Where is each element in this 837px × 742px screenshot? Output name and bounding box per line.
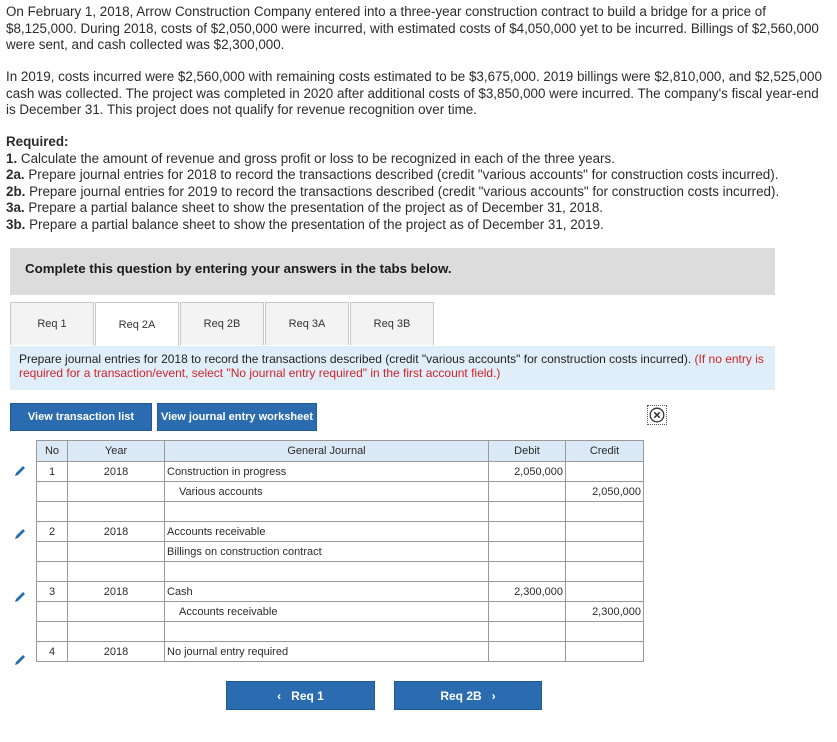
prev-req-1-button[interactable] bbox=[226, 681, 375, 710]
credit-cell[interactable] bbox=[566, 542, 644, 562]
row-no bbox=[37, 482, 68, 502]
table-row bbox=[37, 562, 644, 582]
table-row bbox=[37, 542, 644, 562]
header-year: Year bbox=[68, 441, 165, 462]
edit-entry-4-icon[interactable] bbox=[13, 653, 27, 667]
tab-instruction bbox=[10, 346, 775, 390]
row-year bbox=[68, 542, 165, 562]
table-row bbox=[37, 622, 644, 642]
journal-table bbox=[36, 440, 644, 662]
next-req-2b-button[interactable] bbox=[394, 681, 542, 710]
account-cell[interactable] bbox=[165, 502, 489, 522]
debit-cell[interactable] bbox=[489, 522, 566, 542]
row-no bbox=[37, 502, 68, 522]
debit-cell[interactable] bbox=[489, 502, 566, 522]
requirement-2b: 2b. Prepare journal entries for 2019 to record the transactions described (credit "various accounts" for construction costs incurred). bbox=[6, 183, 780, 199]
row-year bbox=[68, 482, 165, 502]
row-no: 2 bbox=[37, 522, 68, 542]
row-year bbox=[68, 622, 165, 642]
header-debit: Debit bbox=[489, 441, 566, 462]
tab-req-2b[interactable]: Req 2B bbox=[180, 302, 264, 345]
row-year bbox=[68, 602, 165, 622]
view-journal-worksheet-button[interactable]: View journal entry worksheet bbox=[157, 403, 317, 431]
account-cell[interactable]: Accounts receivable bbox=[165, 602, 489, 622]
debit-cell[interactable] bbox=[489, 562, 566, 582]
account-cell[interactable]: Accounts receivable bbox=[165, 522, 489, 542]
debit-cell[interactable] bbox=[489, 482, 566, 502]
debit-cell[interactable] bbox=[489, 622, 566, 642]
credit-cell[interactable] bbox=[566, 642, 644, 662]
row-year bbox=[68, 502, 165, 522]
tab-req-3b[interactable]: Req 3B bbox=[350, 302, 434, 345]
close-icon[interactable] bbox=[647, 405, 667, 425]
tab-req-3a[interactable]: Req 3A bbox=[265, 302, 349, 345]
debit-cell[interactable]: 2,050,000 bbox=[489, 462, 566, 482]
prev-button-label: Req 1 bbox=[291, 688, 324, 703]
account-cell[interactable] bbox=[165, 562, 489, 582]
debit-cell[interactable]: 2,300,000 bbox=[489, 582, 566, 602]
edit-entry-3-icon[interactable] bbox=[13, 590, 27, 604]
account-cell[interactable]: Billings on construction contract bbox=[165, 542, 489, 562]
row-no: 1 bbox=[37, 462, 68, 482]
requirement-1: 1. Calculate the amount of revenue and gross profit or loss to be recognized in each of the three years. bbox=[6, 150, 615, 166]
account-cell[interactable] bbox=[165, 622, 489, 642]
header-general-journal: General Journal bbox=[165, 441, 489, 462]
credit-cell[interactable] bbox=[566, 622, 644, 642]
credit-cell[interactable] bbox=[566, 582, 644, 602]
header-no: No bbox=[37, 441, 68, 462]
chevron-right-icon: › bbox=[491, 688, 496, 703]
required-heading: Required: bbox=[6, 134, 69, 149]
row-no bbox=[37, 542, 68, 562]
instruction-note: (If no entry is required for a transaction/event, select "No journal entry required" in the first account field.) bbox=[19, 352, 764, 380]
table-row bbox=[37, 502, 644, 522]
tab-bar bbox=[10, 302, 435, 346]
account-cell[interactable]: No journal entry required bbox=[165, 642, 489, 662]
account-cell[interactable]: Various accounts bbox=[165, 482, 489, 502]
debit-cell[interactable] bbox=[489, 602, 566, 622]
credit-cell[interactable]: 2,050,000 bbox=[566, 482, 644, 502]
table-row bbox=[37, 602, 644, 622]
requirement-3b: 3b. Prepare a partial balance sheet to show the presentation of the project as of December 31, 2019. bbox=[6, 216, 604, 232]
table-row bbox=[37, 482, 644, 502]
row-year: 2018 bbox=[68, 462, 165, 482]
table-row bbox=[37, 462, 644, 482]
table-row bbox=[37, 582, 644, 602]
row-no bbox=[37, 602, 68, 622]
table-row bbox=[37, 522, 644, 542]
tab-req-1[interactable]: Req 1 bbox=[10, 302, 94, 345]
row-no: 3 bbox=[37, 582, 68, 602]
requirement-2a: 2a. Prepare journal entries for 2018 to record the transactions described (credit "various accounts" for construction costs incurred). bbox=[6, 167, 779, 182]
header-credit: Credit bbox=[566, 441, 644, 462]
problem-paragraph-2: In 2019, costs incurred were $2,560,000 with remaining costs estimated to be $3,675,000. 2019 billings were $2,810,000, and $2,525,000 cash was collected. The project was completed in 2020 after additional costs of $3,850,000 were incurred. The company's fiscal year-end is December 31. This project does not qualify for revenue recognition over time. bbox=[6, 69, 822, 117]
row-year: 2018 bbox=[68, 582, 165, 602]
credit-cell[interactable]: 2,300,000 bbox=[566, 602, 644, 622]
account-cell[interactable]: Cash bbox=[165, 582, 489, 602]
credit-cell[interactable] bbox=[566, 502, 644, 522]
row-year bbox=[68, 562, 165, 582]
view-transaction-list-button[interactable]: View transaction list bbox=[10, 403, 152, 431]
row-no bbox=[37, 562, 68, 582]
tab-req-2a[interactable]: Req 2A bbox=[95, 302, 179, 347]
banner-text: Complete this question by entering your answers in the tabs below. bbox=[25, 261, 452, 276]
debit-cell[interactable] bbox=[489, 642, 566, 662]
instruction-text: Prepare journal entries for 2018 to record the transactions described (credit "various accounts" for construction costs incurred). bbox=[19, 352, 692, 366]
requirement-3a: 3a. Prepare a partial balance sheet to show the presentation of the project as of December 31, 2018. bbox=[6, 200, 604, 215]
next-button-label: Req 2B bbox=[440, 688, 482, 703]
row-year: 2018 bbox=[68, 642, 165, 662]
row-no: 4 bbox=[37, 642, 68, 662]
debit-cell[interactable] bbox=[489, 542, 566, 562]
problem-paragraph-1: On February 1, 2018, Arrow Construction Company entered into a three-year construction contract to build a bridge for a price of $8,125,000. During 2018, costs of $2,050,000 were incurred, with estimated costs of $4,050,000 yet to be incurred. Billings of $2,560,000 were sent, and cash collected was $2,300,000. bbox=[6, 4, 819, 52]
row-year: 2018 bbox=[68, 522, 165, 542]
table-row bbox=[37, 642, 644, 662]
edit-entry-2-icon[interactable] bbox=[13, 527, 27, 541]
account-cell[interactable]: Construction in progress bbox=[165, 462, 489, 482]
row-no bbox=[37, 622, 68, 642]
edit-entry-1-icon[interactable] bbox=[13, 464, 27, 478]
requirements bbox=[6, 134, 830, 233]
credit-cell[interactable] bbox=[566, 562, 644, 582]
chevron-left-icon: ‹ bbox=[277, 688, 282, 703]
credit-cell[interactable] bbox=[566, 522, 644, 542]
instructions-banner bbox=[10, 248, 775, 295]
credit-cell[interactable] bbox=[566, 462, 644, 482]
